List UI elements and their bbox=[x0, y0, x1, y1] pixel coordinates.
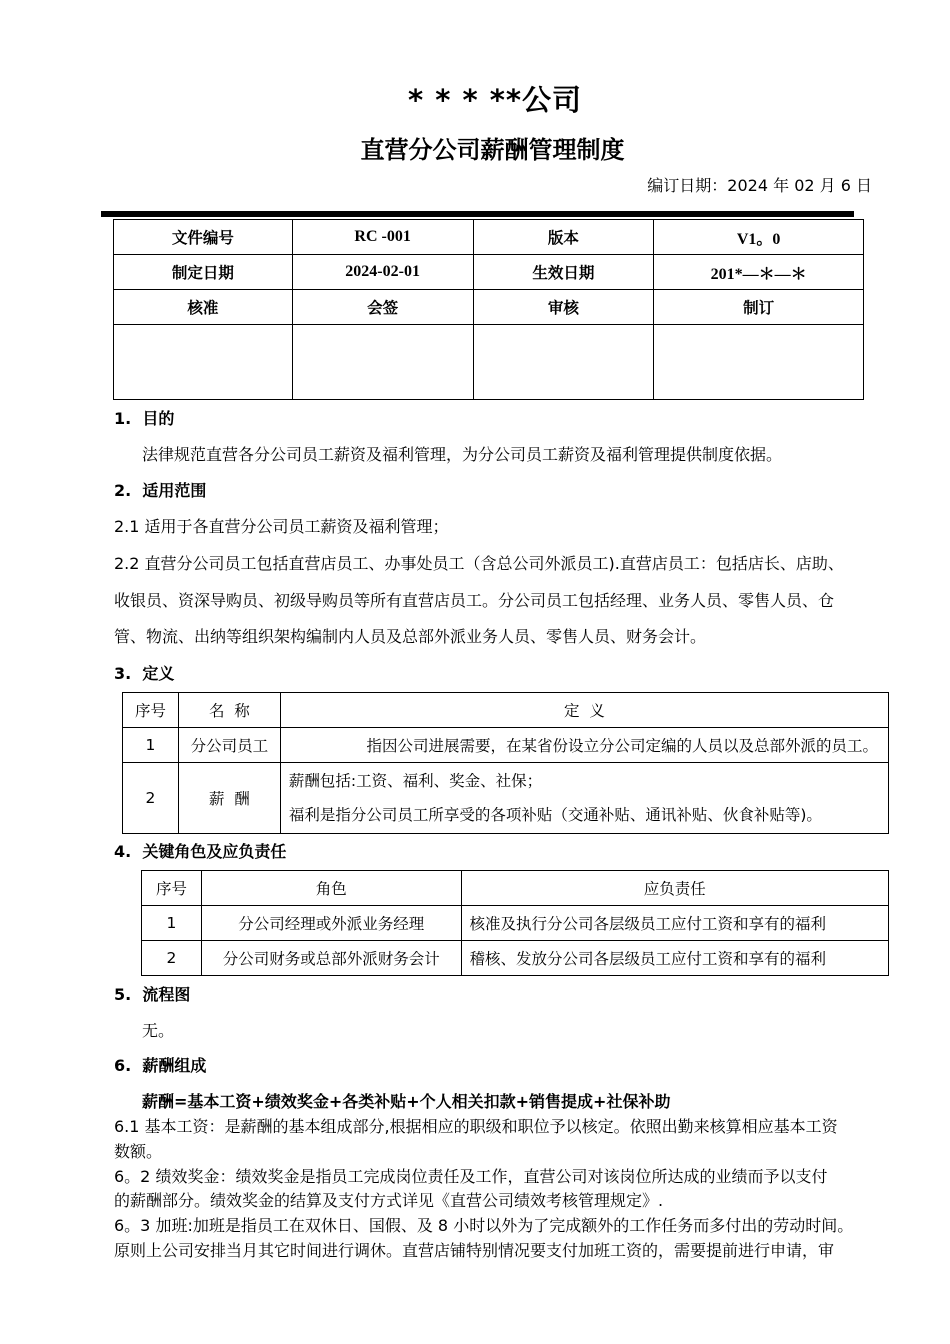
table-cell: 2 bbox=[142, 941, 202, 976]
paragraph: 6。2 绩效奖金：绩效奖金是指员工完成岗位责任及工作，直营公司对该岗位所达成的业绩而予以支付 bbox=[114, 1167, 828, 1186]
paragraph: 无。 bbox=[142, 1021, 175, 1040]
paragraph: 收银员、资深导购员、初级导购员等所有直营店员工。分公司员工包括经理、业务人员、零售人员、仓 bbox=[114, 591, 835, 610]
meta-cell: 版本 bbox=[473, 220, 654, 255]
meta-cell: 文件编号 bbox=[114, 220, 293, 255]
table-header: 序号 bbox=[123, 693, 179, 728]
definition-line: 福利是指分公司员工所享受的各项补贴（交通补贴、通讯补贴、伙食补贴等)。 bbox=[288, 806, 822, 824]
header-rule bbox=[101, 211, 854, 217]
signature-cell bbox=[473, 325, 654, 400]
paragraph: 6.1 基本工资：是薪酬的基本组成部分,根据相应的职级和职位予以核定。依照出勤来核算相应基本工资 bbox=[114, 1117, 838, 1136]
table-header: 角色 bbox=[201, 871, 461, 906]
signature-cell bbox=[292, 325, 473, 400]
compiled-date: 编订日期：2024 年 02 月 6 日 bbox=[647, 176, 872, 195]
meta-cell: 核准 bbox=[114, 290, 293, 325]
meta-cell: 生效日期 bbox=[473, 255, 654, 290]
document-meta-table bbox=[113, 219, 864, 400]
signature-cell bbox=[114, 325, 293, 400]
table-header: 应负责任 bbox=[461, 871, 888, 906]
paragraph: 数额。 bbox=[114, 1142, 163, 1161]
definition-table bbox=[122, 692, 889, 834]
table-cell bbox=[280, 763, 888, 834]
table-row bbox=[142, 906, 889, 941]
table-row bbox=[123, 728, 889, 763]
meta-cell: 2024-02-01 bbox=[292, 255, 473, 290]
document-title: 直营分公司薪酬管理制度 bbox=[360, 136, 625, 164]
paragraph: 的薪酬部分。绩效奖金的结算及支付方式详见《直营公司绩效考核管理规定》. bbox=[114, 1191, 664, 1210]
meta-cell: 会签 bbox=[292, 290, 473, 325]
table-row bbox=[123, 693, 889, 728]
paragraph: 2.1 适用于各直营分公司员工薪资及福利管理； bbox=[114, 517, 449, 536]
table-cell: 稽核、发放分公司各层级员工应付工资和享有的福利 bbox=[461, 941, 888, 976]
signature-row bbox=[114, 325, 864, 400]
table-cell: 分公司经理或外派业务经理 bbox=[201, 906, 461, 941]
table-cell: 1 bbox=[123, 728, 179, 763]
table-row bbox=[142, 871, 889, 906]
section-heading: 3. 定义 bbox=[114, 664, 175, 683]
meta-cell: 审核 bbox=[473, 290, 654, 325]
salary-formula: 薪酬=基本工资+绩效奖金+各类补贴+个人相关扣款+销售提成+社保补助 bbox=[142, 1092, 671, 1111]
table-row bbox=[114, 255, 864, 290]
meta-cell: 制定日期 bbox=[114, 255, 293, 290]
meta-cell: 制订 bbox=[654, 290, 864, 325]
section-heading: 2. 适用范围 bbox=[114, 481, 207, 500]
table-cell: 分公司员工 bbox=[178, 728, 280, 763]
table-row bbox=[142, 941, 889, 976]
paragraph: 6。3 加班:加班是指员工在双休日、国假、及 8 小时以外为了完成额外的工作任务而多付出的劳动时间。 bbox=[114, 1216, 854, 1235]
table-cell: 薪 酬 bbox=[178, 763, 280, 834]
meta-cell: 201*—＊—＊ bbox=[654, 255, 864, 290]
definition-line: 薪酬包括:工资、福利、奖金、社保； bbox=[288, 772, 543, 790]
paragraph: 管、物流、出纳等组织架构编制内人员及总部外派业务人员、零售人员、财务会计。 bbox=[114, 627, 707, 646]
table-row bbox=[114, 220, 864, 255]
table-cell: 2 bbox=[123, 763, 179, 834]
paragraph: 2.2 直营分公司员工包括直营店员工、办事处员工（含总公司外派员工).直营店员工：包括店长、店助、 bbox=[114, 554, 844, 573]
table-cell: 核准及执行分公司各层级员工应付工资和享有的福利 bbox=[461, 906, 888, 941]
section-heading: 5. 流程图 bbox=[114, 985, 191, 1004]
section-heading: 4. 关键角色及应负责任 bbox=[114, 842, 287, 861]
paragraph: 原则上公司安排当月其它时间进行调休。直营店铺特别情况要支付加班工资的，需要提前进行申请，审 bbox=[114, 1241, 835, 1260]
section-heading: 6. 薪酬组成 bbox=[114, 1056, 207, 1075]
table-cell: 指因公司进展需要，在某省份设立分公司定编的人员以及总部外派的员工。 bbox=[280, 728, 888, 763]
meta-cell: RC -001 bbox=[292, 220, 473, 255]
company-name: * * * **公司 bbox=[407, 83, 583, 117]
table-header: 名 称 bbox=[178, 693, 280, 728]
table-header: 序号 bbox=[142, 871, 202, 906]
table-header: 定 义 bbox=[280, 693, 888, 728]
table-row bbox=[114, 290, 864, 325]
signature-cell bbox=[654, 325, 864, 400]
section-heading: 1. 目的 bbox=[114, 409, 175, 428]
table-cell: 分公司财务或总部外派财务会计 bbox=[201, 941, 461, 976]
meta-cell: V1。0 bbox=[654, 220, 864, 255]
paragraph: 法律规范直营各分公司员工薪资及福利管理，为分公司员工薪资及福利管理提供制度依据。 bbox=[142, 445, 783, 464]
table-row bbox=[123, 763, 889, 834]
role-table bbox=[141, 870, 889, 976]
table-cell: 1 bbox=[142, 906, 202, 941]
